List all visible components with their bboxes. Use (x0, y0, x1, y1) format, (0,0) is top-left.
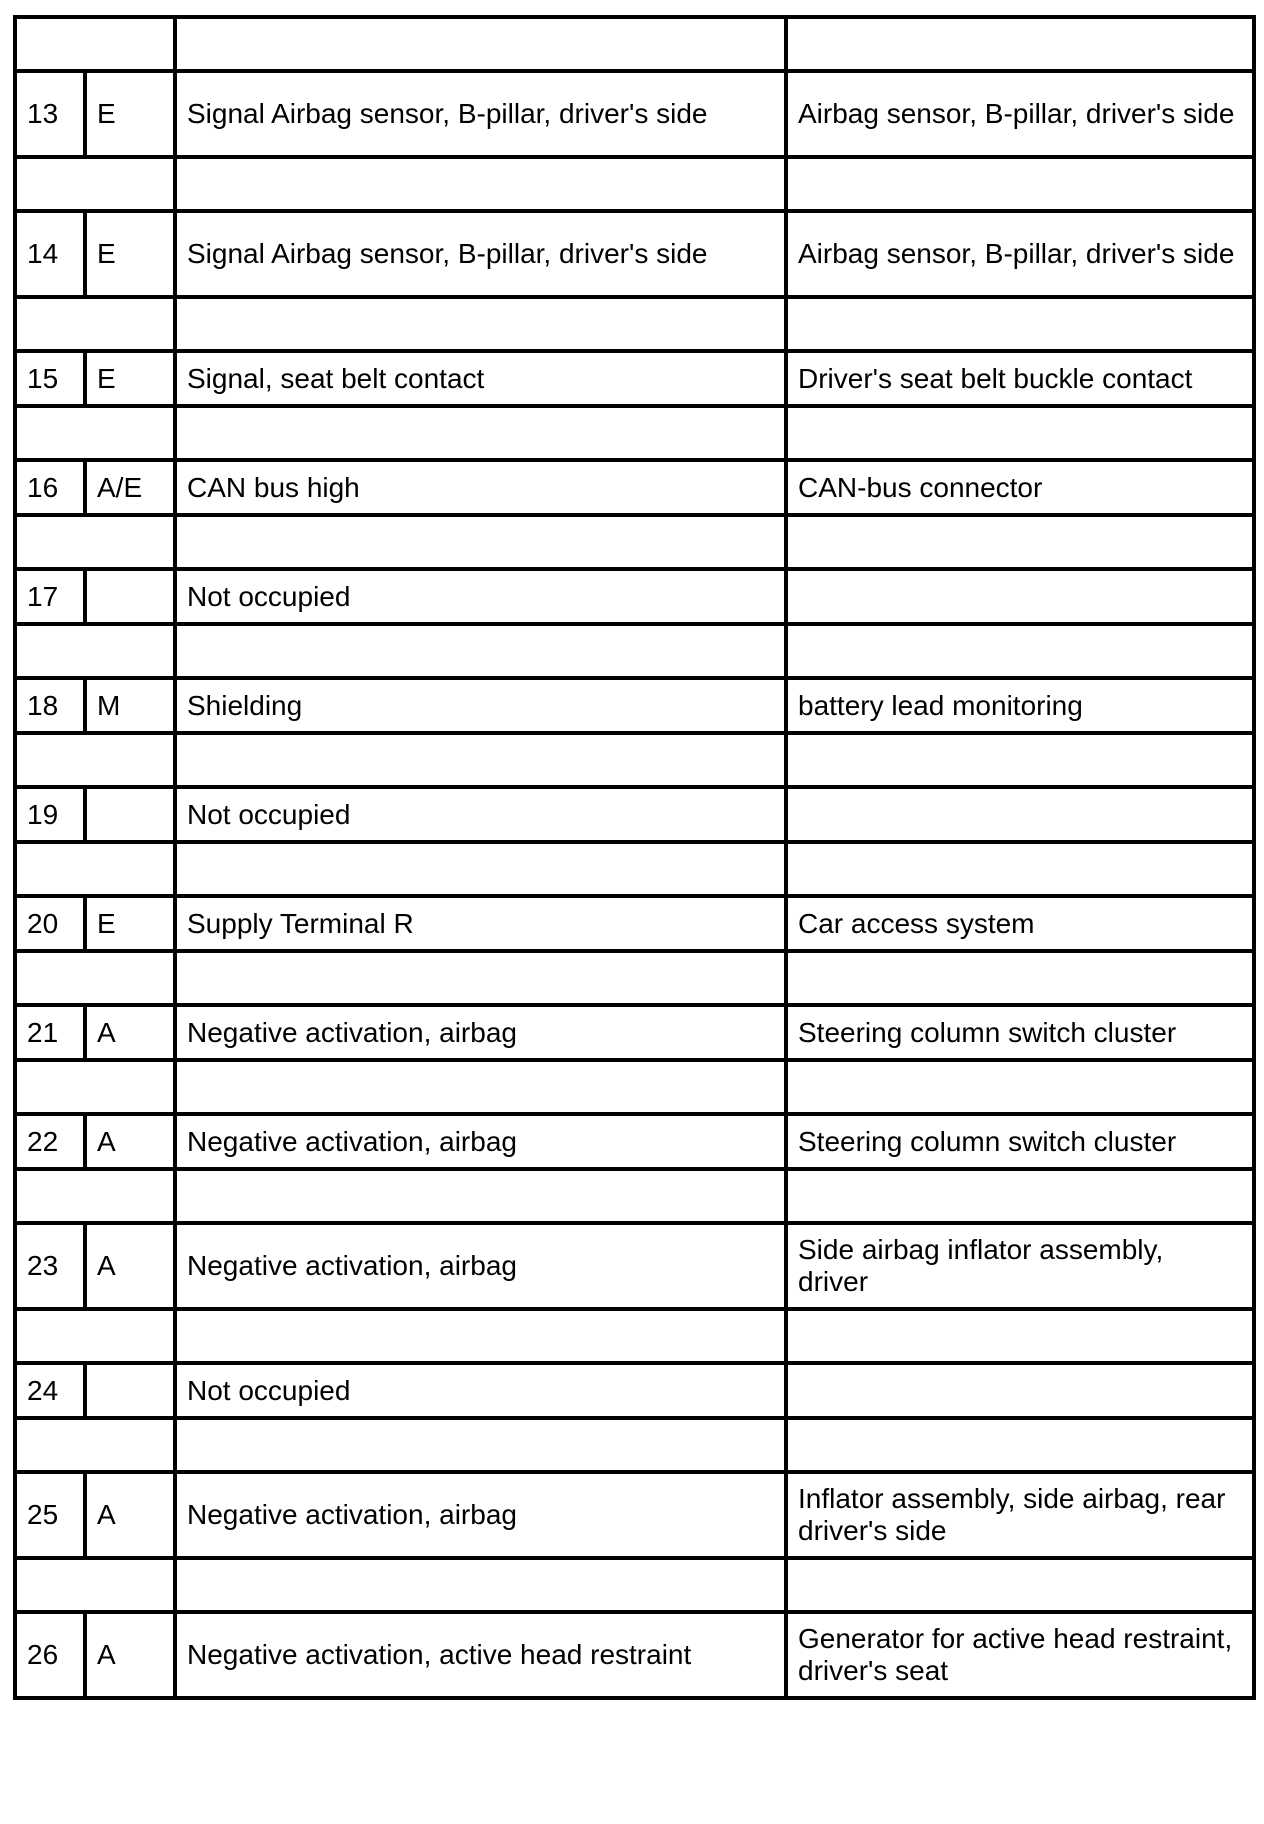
signal-type: E (85, 211, 175, 297)
pin-function: Signal Airbag sensor, B-pillar, driver's side (175, 211, 786, 297)
spacer-row (15, 297, 1254, 351)
signal-type: E (85, 71, 175, 157)
pin-number: 25 (15, 1472, 85, 1558)
table-row (15, 460, 1254, 515)
table-row (15, 211, 1254, 297)
connected-component (786, 569, 1254, 624)
signal-type: M (85, 678, 175, 733)
spacer-row (15, 1418, 1254, 1472)
pin-function: Negative activation, airbag (175, 1005, 786, 1060)
connected-component: Inflator assembly, side airbag, rear driver's side (786, 1472, 1254, 1558)
pin-number: 20 (15, 896, 85, 951)
connected-component (786, 1363, 1254, 1418)
spacer-row (15, 17, 1254, 71)
pin-function: Supply Terminal R (175, 896, 786, 951)
connected-component: Side airbag inflator assembly, driver (786, 1223, 1254, 1309)
spacer-row (15, 515, 1254, 569)
spacer-row (15, 624, 1254, 678)
spacer-row (15, 1309, 1254, 1363)
signal-type: E (85, 351, 175, 406)
signal-type (85, 569, 175, 624)
connected-component: Airbag sensor, B-pillar, driver's side (786, 71, 1254, 157)
signal-type: A (85, 1472, 175, 1558)
pin-function: Negative activation, active head restraint (175, 1612, 786, 1698)
connected-component: battery lead monitoring (786, 678, 1254, 733)
table-row (15, 1223, 1254, 1309)
table-row (15, 678, 1254, 733)
pin-number: 24 (15, 1363, 85, 1418)
spacer-row (15, 1060, 1254, 1114)
pin-number: 13 (15, 71, 85, 157)
pin-number: 14 (15, 211, 85, 297)
connected-component: Steering column switch cluster (786, 1114, 1254, 1169)
connected-component: Airbag sensor, B-pillar, driver's side (786, 211, 1254, 297)
pin-function: Signal Airbag sensor, B-pillar, driver's side (175, 71, 786, 157)
signal-type (85, 787, 175, 842)
pin-function: Negative activation, airbag (175, 1114, 786, 1169)
spacer-row (15, 406, 1254, 460)
spacer-row (15, 157, 1254, 211)
signal-type: A (85, 1223, 175, 1309)
signal-type (85, 1363, 175, 1418)
signal-type: A (85, 1612, 175, 1698)
pin-function: Signal, seat belt contact (175, 351, 786, 406)
table-row (15, 71, 1254, 157)
pin-function: Negative activation, airbag (175, 1472, 786, 1558)
spacer-row (15, 951, 1254, 1005)
pin-number: 17 (15, 569, 85, 624)
pin-number: 26 (15, 1612, 85, 1698)
connected-component: Car access system (786, 896, 1254, 951)
pin-assignment-table (13, 15, 1256, 1700)
pin-function: Negative activation, airbag (175, 1223, 786, 1309)
spacer-row (15, 733, 1254, 787)
table-row (15, 1612, 1254, 1698)
table-row (15, 787, 1254, 842)
connected-component: CAN-bus connector (786, 460, 1254, 515)
table-row (15, 351, 1254, 406)
table-row (15, 1472, 1254, 1558)
spacer-row (15, 1558, 1254, 1612)
pin-number: 22 (15, 1114, 85, 1169)
table-row (15, 896, 1254, 951)
signal-type: A (85, 1005, 175, 1060)
pin-number: 15 (15, 351, 85, 406)
pin-number: 21 (15, 1005, 85, 1060)
table-row (15, 1114, 1254, 1169)
signal-type: A (85, 1114, 175, 1169)
connected-component (786, 787, 1254, 842)
signal-type: A/E (85, 460, 175, 515)
spacer-row (15, 1169, 1254, 1223)
signal-type: E (85, 896, 175, 951)
pin-number: 19 (15, 787, 85, 842)
connected-component: Driver's seat belt buckle contact (786, 351, 1254, 406)
pin-number: 23 (15, 1223, 85, 1309)
pin-number: 18 (15, 678, 85, 733)
pin-function: Shielding (175, 678, 786, 733)
table-row (15, 1005, 1254, 1060)
pin-function: Not occupied (175, 569, 786, 624)
table-row (15, 569, 1254, 624)
spacer-row (15, 842, 1254, 896)
pin-function: Not occupied (175, 1363, 786, 1418)
connected-component: Generator for active head restraint, driver's seat (786, 1612, 1254, 1698)
table-row (15, 1363, 1254, 1418)
pin-function: CAN bus high (175, 460, 786, 515)
connected-component: Steering column switch cluster (786, 1005, 1254, 1060)
pin-function: Not occupied (175, 787, 786, 842)
pin-number: 16 (15, 460, 85, 515)
